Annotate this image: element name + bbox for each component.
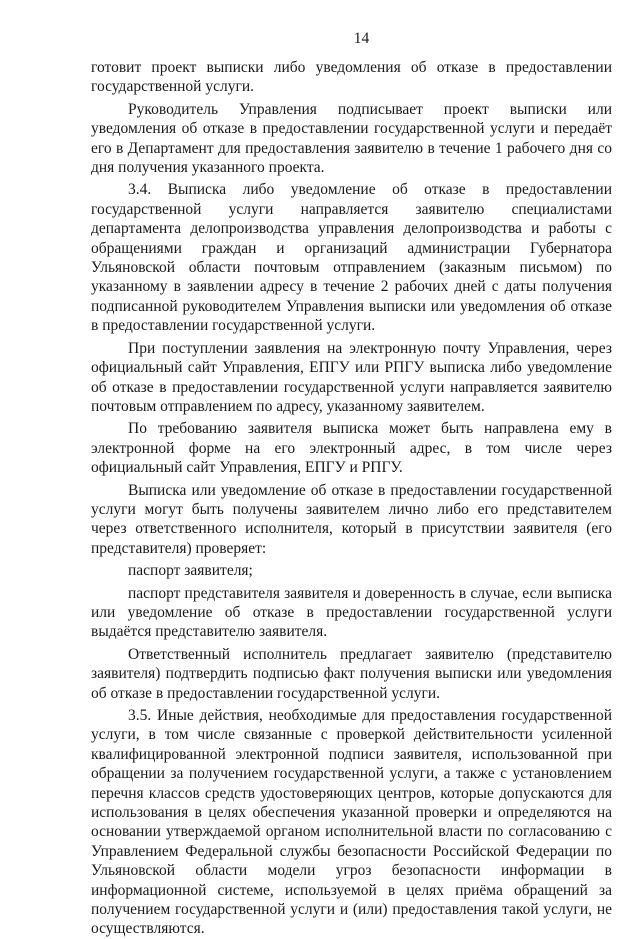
paragraph-electronic-form: По требованию заявителя выписка может быть направлена ему в электронной форме на его электронный адрес, в том числе через официальный сайт Управления, ЕПГУ и РПГУ. (91, 420, 612, 477)
paragraph-section-3-4: 3.4. Выписка либо уведомление об отказе в предоставлении государственной услуги направляется заявителю специалистами департамента делопроизводства управления делопроизводства и работы с обращениями граждан и организаций администрации Губернатора Ульяновской области почтовым отправлением (заказным письмом) по указанному в заявлении адресу в течение 2 рабочих дней с даты получения подписанной руководителем Управления выписки или уведомления об отказе в предоставлении государственной услуги. (91, 181, 612, 335)
paragraph-passport-applicant: паспорт заявителя; (128, 562, 253, 580)
paragraph-head-signs: Руководитель Управления подписывает проект выписки или уведомления об отказе в предоставлении государственной услуги и передаёт его в Департамент для предоставления заявителю в течение 1 рабочего дня со дня получения указанного проекта. (91, 100, 612, 177)
paragraph-electronic-mail: При поступлении заявления на электронную почту Управления, через официальный сайт Управления, ЕПГУ или РПГУ выписка либо уведомление об отказе в предоставлении государственной услуги направляется заявителю почтовым отправлением по адресу, указанному заявителем. (91, 339, 612, 415)
page-number: 14 (353, 30, 370, 47)
paragraph-signature-confirmation: Ответственный исполнитель предлагает заявителю (представителю заявителя) подтвердить подписью факт получения выписки или уведомления об отказе в предоставлении государственной услуги. (91, 645, 612, 702)
paragraph-continuation: готовит проект выписки либо уведомления об отказе в предоставлении государственной услуги. (91, 59, 612, 96)
paragraph-personal-receipt: Выписка или уведомление об отказе в предоставлении государственной услуги могут быть получены заявителем лично либо его представителем через ответственного исполнителя, который в присутствии заявителя (его представителя) проверяет: (91, 481, 612, 557)
document-body (91, 58, 612, 939)
paragraph-passport-representative: паспорт представителя заявителя и доверенность в случае, если выписка или уведомление об отказе в предоставлении государственной услуги выдаётся представителю заявителя. (91, 584, 612, 641)
paragraph-section-3-5: 3.5. Иные действия, необходимые для предоставления государственной услуги, в том числе связанные с проверкой действительности усиленной квалифицированной электронной подписи заявителя, использованной при обращении за получением государственной услуги, а также с установлением перечня классов средств удостоверяющих центров, которые допускаются для использования в целях обеспечения указанной проверки и определяются на основании утверждаемой органом исполнительной власти по согласованию с Управлением Федеральной службы безопасности Российской Федерации по Ульяновской области модели угроз безопасности информации в информационной системе, используемой в целях приёма обращений за получением государственной услуги и (или) предоставления такой услуги, не осуществляются. (91, 707, 612, 938)
